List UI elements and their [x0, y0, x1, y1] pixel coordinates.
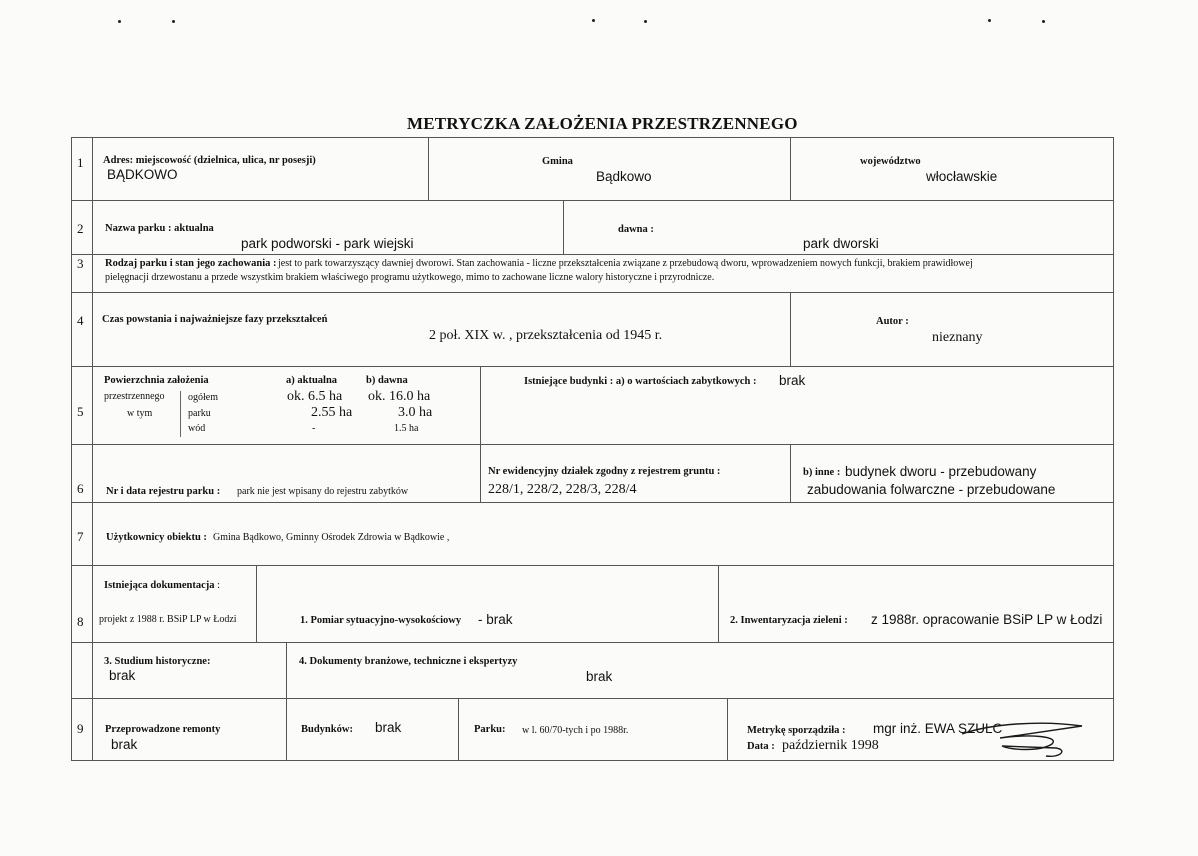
tech-docs-label: 4. Dokumenty branżowe, techniczne i ekspertyzy [299, 656, 518, 667]
documentation-label-text: Istniejąca dokumentacja [104, 580, 215, 591]
tech-docs-value: brak [586, 669, 613, 684]
date-value: październik 1998 [782, 738, 879, 753]
scan-mark [644, 20, 647, 23]
scan-mark [988, 19, 991, 22]
park-type-text: jest to park towarzyszący dawniej dworowi. Stan zachowania - liczne przekształcenia związane z przebudową dworu, wprowadzeniem nowych funkcji, brakiem prawidłowej [278, 258, 973, 269]
total-current-value: ok. 6.5 ha [287, 389, 343, 404]
park-renov-label: Parku: [474, 724, 506, 735]
park-renov-value: w l. 60/70-tych i po 1988r. [522, 725, 629, 736]
page-title: METRYCZKA ZAŁOŻENIA PRZESTRZENNEGO [407, 114, 798, 133]
row-divider [71, 444, 1114, 445]
row-divider [71, 642, 1114, 643]
row-divider [71, 698, 1114, 699]
cell-divider [480, 366, 481, 502]
documentation-value: projekt z 1988 r. BSiP LP w Łodzi [99, 614, 237, 625]
other-buildings-value: zabudowania folwarczne - przebudowane [807, 482, 1056, 497]
area-sub-divider [180, 391, 181, 437]
prepared-by-label: Metrykę sporządziła : [747, 725, 846, 736]
cell-divider [428, 137, 429, 200]
address-value: BĄDKOWO [107, 167, 178, 182]
former-name-value: park dworski [803, 236, 879, 251]
park-label: parku [188, 408, 211, 419]
buildings-renov-value: brak [375, 720, 402, 735]
inventory-value: z 1988r. opracowanie BSiP LP w Łodzi [871, 612, 1103, 627]
study-label: 3. Studium historyczne: [104, 656, 211, 667]
number-column-divider [92, 137, 93, 761]
cell-divider [286, 698, 287, 760]
row-number: 8 [77, 614, 84, 629]
plots-label: Nr ewidencyjny działek zgodny z rejestrem gruntu : [488, 466, 721, 477]
area-col-former: b) dawna [366, 375, 408, 386]
date-label: Data : [747, 741, 775, 752]
table-border-right [1113, 137, 1114, 761]
scan-mark [172, 20, 175, 23]
park-type-text: pielęgnacji drzewostanu a przede wszystkim brakiem właściwego programu użytkowego, mimo to zachowane liczne walory historyczne i przyrodnicze. [105, 272, 715, 283]
study-value: brak [109, 668, 136, 683]
row-divider [71, 502, 1114, 503]
park-current-value: 2.55 ha [311, 405, 353, 420]
gmina-label: Gmina [542, 156, 573, 167]
buildings-renov-label: Budynków: [301, 724, 353, 735]
park-name-value: park podworski - park wiejski [241, 236, 414, 251]
voivodeship-value: włocławskie [926, 169, 998, 184]
survey-label: 1. Pomiar sytuacyjno-wysokościowy [300, 615, 462, 626]
water-current-value: - [312, 423, 316, 434]
cell-divider [718, 565, 719, 642]
cell-divider [727, 698, 728, 760]
renovations-label: Przeprowadzone remonty [105, 724, 221, 735]
cell-divider [790, 292, 791, 366]
survey-value: - brak [478, 612, 513, 627]
row-divider [71, 200, 1114, 201]
scan-mark [118, 20, 121, 23]
buildings-label: Istniejące budynki : a) o wartościach zabytkowych : [524, 376, 757, 387]
park-type-label: Rodzaj parku i stan jego zachowania : [105, 258, 277, 269]
cell-divider [790, 137, 791, 200]
documentation-label-colon: : [217, 580, 221, 591]
row-number: 5 [77, 404, 84, 419]
row-divider [71, 292, 1114, 293]
other-buildings-label: b) inne : [803, 467, 841, 478]
signature-scribble [960, 714, 1090, 760]
renovations-value: brak [111, 737, 138, 752]
row-number: 4 [77, 313, 84, 328]
scan-mark [1042, 20, 1045, 23]
row-number: 1 [77, 155, 84, 170]
register-value: park nie jest wpisany do rejestru zabytków [237, 486, 409, 497]
table-border-top [71, 137, 1114, 138]
address-label: Adres: miejscowość (dzielnica, ulica, nr posesji) [103, 155, 316, 166]
total-former-value: ok. 16.0 ha [368, 389, 431, 404]
cell-divider [790, 444, 791, 502]
area-col-current: a) aktualna [286, 375, 338, 386]
users-label: Użytkownicy obiektu : [106, 532, 207, 543]
row-number: 9 [77, 721, 84, 736]
gmina-value: Bądkowo [596, 169, 652, 184]
creation-time-label: Czas powstania i najważniejsze fazy przekształceń [102, 314, 328, 325]
area-sub-label: przestrzennego [104, 391, 165, 402]
other-buildings-value: budynek dworu - przebudowany [845, 464, 1037, 479]
users-value: Gmina Bądkowo, Gminny Ośrodek Zdrowia w Bądkowie , [213, 532, 450, 543]
cell-divider [563, 200, 564, 254]
row-divider [71, 565, 1114, 566]
scan-mark [592, 19, 595, 22]
buildings-value: brak [779, 373, 806, 388]
row-divider [71, 254, 1114, 255]
park-former-value: 3.0 ha [398, 405, 433, 420]
row-divider [71, 366, 1114, 367]
area-label: Powierzchnia założenia [104, 375, 209, 386]
total-label: ogółem [188, 392, 218, 403]
park-name-label: Nazwa parku : aktualna [105, 223, 214, 234]
voivodeship-label: województwo [860, 156, 921, 167]
row-number: 7 [77, 529, 84, 544]
former-name-label: dawna : [618, 224, 654, 235]
creation-time-value: 2 poł. XIX w. , przekształcenia od 1945 r. [429, 328, 663, 343]
documentation-label [104, 580, 220, 591]
inventory-label: 2. Inwentaryzacja zieleni : [730, 615, 848, 626]
table-border-bottom [71, 760, 1114, 761]
prepared-by-value: mgr inż. EWA SZULC [873, 721, 1003, 736]
water-label: wód [188, 423, 206, 434]
in-that-label: w tym [127, 408, 153, 419]
plots-value: 228/1, 228/2, 228/3, 228/4 [488, 482, 637, 497]
table-border-left [71, 137, 72, 761]
cell-divider [256, 565, 257, 642]
cell-divider [458, 698, 459, 760]
row-number: 6 [77, 481, 84, 496]
row-number: 2 [77, 221, 84, 236]
author-label: Autor : [876, 316, 909, 327]
author-value: nieznany [932, 330, 983, 345]
cell-divider [286, 642, 287, 698]
row-number: 3 [77, 256, 84, 271]
register-label: Nr i data rejestru parku : [106, 486, 221, 497]
water-former-value: 1.5 ha [394, 423, 419, 434]
